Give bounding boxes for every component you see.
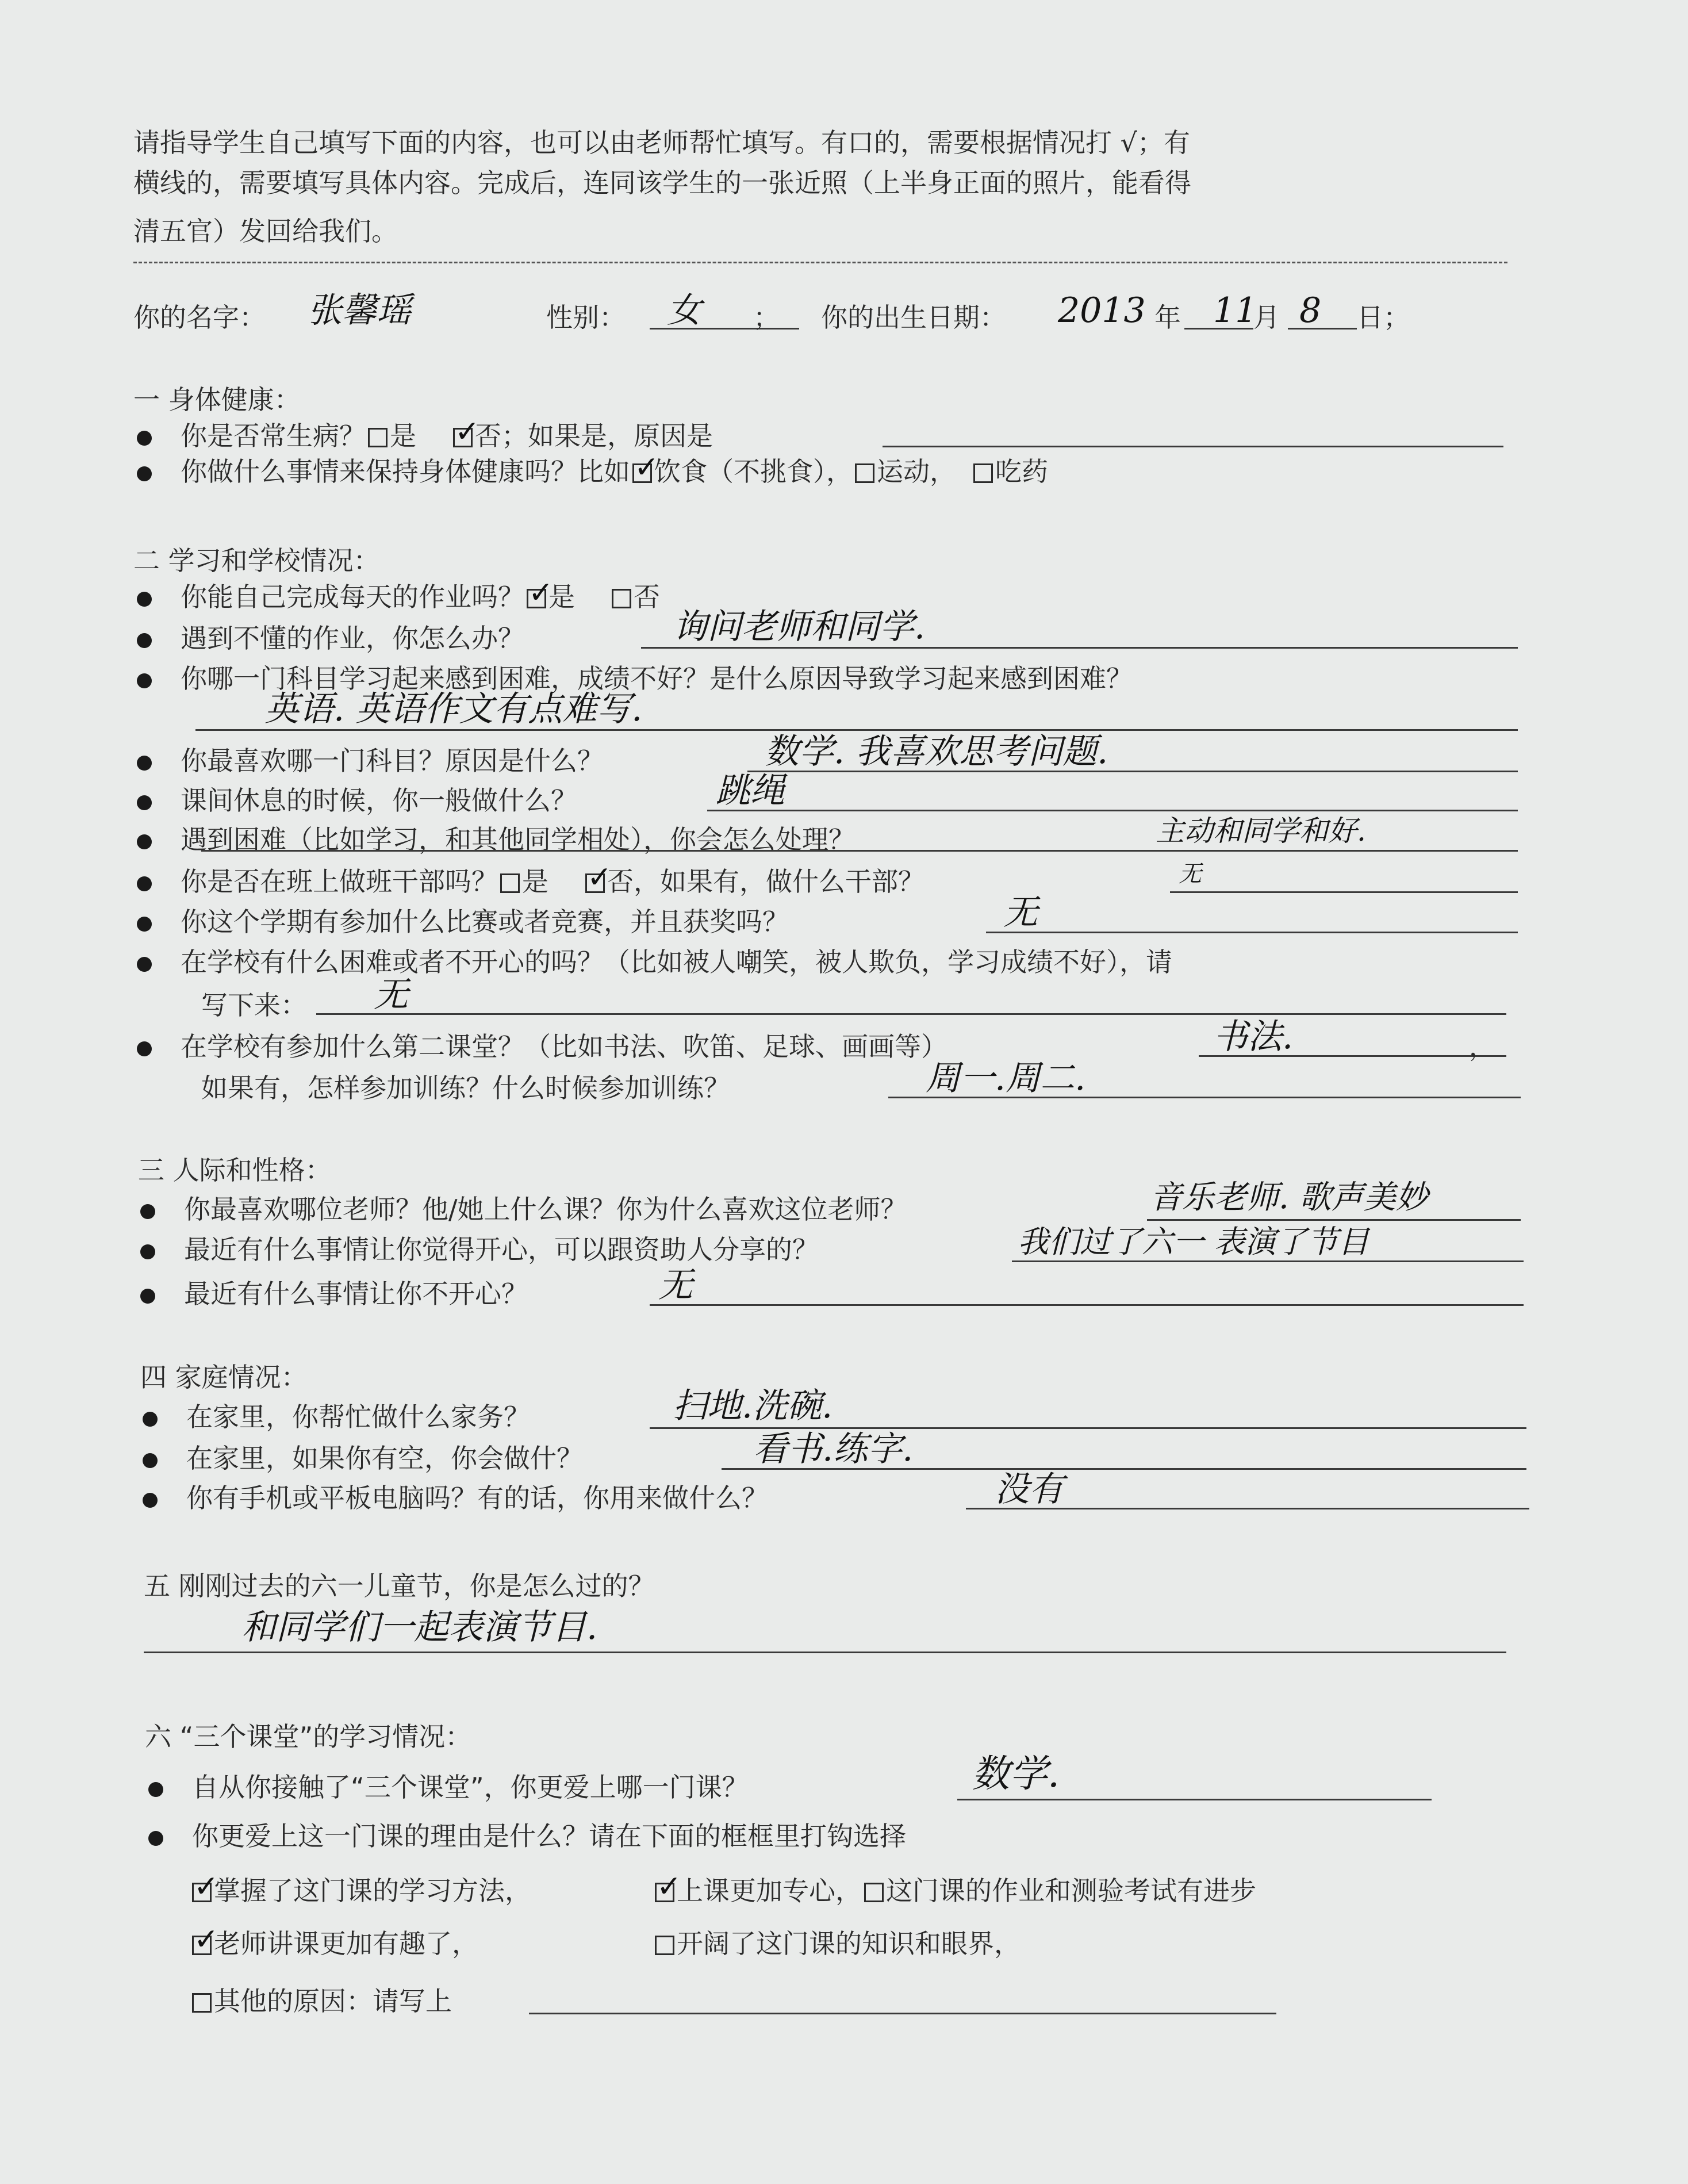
s2-q6-answer[interactable]: 主动和同学和好. (1156, 814, 1366, 848)
s2-q1 (137, 580, 660, 614)
instruction-line-3: 清五官）发回给我们。 (133, 216, 398, 247)
s4-q3 (143, 1481, 768, 1515)
s5-answer[interactable]: 和同学们一起表演节目. (241, 1607, 598, 1647)
bullet (143, 1453, 158, 1468)
separator-dashed-line (133, 262, 1507, 263)
s2-q7-no-checkbox[interactable] (585, 873, 605, 893)
s1-q1-underline (883, 446, 1503, 447)
s2-q1-text: 你能自己完成每天的作业吗？ (181, 581, 524, 612)
s2-q9-text-2: 写下来： (201, 990, 307, 1021)
s2-q5-underline (707, 810, 1518, 811)
s1-q2-exercise-checkbox[interactable] (855, 463, 874, 483)
s2-q10-text: 在学校有参加什么第二课堂？（比如书法、吹笛、足球、画画等） (181, 1031, 947, 1062)
s3-q1 (140, 1192, 907, 1227)
s2-q1-no-label: 否 (634, 581, 660, 612)
s2-q10-text-2: 如果有，怎样参加训练？什么时候参加训练？ (201, 1072, 730, 1104)
s4-q2 (143, 1441, 583, 1476)
s6-q2 (148, 1819, 906, 1853)
s1-q1-yes-label: 是 (390, 420, 416, 451)
s4-q3-text: 你有手机或平板电脑吗？有的话，你用来做什么？ (186, 1482, 768, 1514)
s2-q7 (137, 864, 924, 899)
s6-opt1-label: 掌握了这门课的学习方法， (214, 1875, 531, 1906)
bullet (137, 673, 152, 688)
s2-q5-answer[interactable]: 跳绳 (716, 771, 785, 811)
separator-semicolon: ； (753, 302, 780, 333)
day-unit: 日； (1357, 302, 1410, 333)
s6-opt6-checkbox[interactable] (192, 1993, 212, 2013)
year-unit: 年 (1154, 302, 1181, 333)
section-6-title: 六 “三个课堂”的学习情况： (145, 1721, 472, 1752)
s3-q1-answer[interactable]: 音乐老师. 歌声美妙 (1150, 1179, 1428, 1216)
s3-q2-answer[interactable]: 我们过了六一 表演了节目 (1018, 1224, 1369, 1260)
s1-q1-no-label: 否；如果是，原因是 (475, 420, 713, 451)
s3-q2 (140, 1232, 819, 1267)
section-4-title: 四 家庭情况： (140, 1362, 308, 1393)
s4-q2-answer[interactable]: 看书.练字. (753, 1429, 914, 1469)
s2-q1-yes-label: 是 (548, 581, 575, 612)
name-value[interactable]: 张馨瑶 (308, 290, 411, 331)
s6-q1-answer[interactable]: 数学. (972, 1752, 1060, 1796)
s6-opt4-checkbox[interactable] (192, 1936, 212, 1955)
s6-opt2-label: 上课更加专心， (677, 1875, 862, 1906)
s5-underline (144, 1652, 1506, 1653)
section-3-title: 三 人际和性格： (138, 1155, 332, 1186)
s2-q7-yes-label: 是 (522, 866, 548, 897)
bullet (137, 876, 152, 891)
bullet (140, 1204, 155, 1219)
s2-q8-text: 你这个学期有参加什么比赛或者竞赛，并且获奖吗？ (181, 906, 789, 937)
s3-q3-underline (650, 1304, 1524, 1306)
s2-q2-answer[interactable]: 询问老师和同学. (673, 607, 926, 647)
s2-q9 (137, 945, 1172, 979)
s1-q2-medicine-checkbox[interactable] (973, 463, 993, 483)
s2-q10-comma: ， (1469, 1031, 1495, 1062)
s4-q2-text: 在家里，如果你有空，你会做什？ (186, 1443, 583, 1474)
s2-q10-answer-2[interactable]: 周一.周二. (926, 1058, 1086, 1098)
bullet (143, 1493, 158, 1508)
bullet (137, 633, 152, 648)
s3-q3-text: 最近有什么事情让你不开心？ (184, 1278, 528, 1309)
s2-q8-answer[interactable]: 无 (1003, 892, 1038, 933)
s6-q1-text: 自从你接触了“三个课堂”，你更爱上哪一门课？ (192, 1772, 749, 1803)
s6-opt3-checkbox[interactable] (864, 1883, 884, 1902)
s4-q1-text: 在家里，你帮忙做什么家务？ (186, 1401, 530, 1432)
birth-label: 你的出生日期： (821, 302, 1006, 333)
s1-q2-diet-label: 饮食（不挑食）， (654, 456, 853, 487)
s2-q1-no-checkbox[interactable] (612, 589, 631, 608)
s1-q2-medicine-label: 吃药 (995, 456, 1048, 487)
s6-option-5 (653, 1926, 1021, 1961)
s2-q7-answer[interactable]: 无 (1179, 861, 1202, 887)
instruction-line-2: 横线的，需要填写具体内容。完成后，连同该学生的一张近照（上半身正面的照片，能看得 (133, 167, 1191, 198)
s2-q7-underline (1170, 891, 1518, 893)
bullet (137, 756, 152, 771)
gender-label: 性别： (546, 302, 626, 333)
bullet (137, 1041, 152, 1056)
bullet (137, 592, 152, 607)
bullet (137, 431, 152, 446)
bullet (140, 1289, 155, 1304)
s2-q5-text: 课间休息的时候，你一般做什么？ (181, 785, 577, 816)
s2-q3-underline (195, 729, 1518, 731)
s6-option-4 (190, 1926, 478, 1961)
s6-q1 (148, 1770, 749, 1804)
s1-q2-exercise-label: 运动， (877, 456, 956, 487)
bullet (137, 466, 152, 481)
s6-q1-underline (957, 1799, 1432, 1800)
s2-q3-text: 你哪一门科目学习起来感到困难，成绩不好？是什么原因导致学习起来感到困难？ (181, 663, 1133, 694)
s1-q1-no-checkbox[interactable] (453, 428, 473, 447)
s1-q2-diet-checkbox[interactable] (632, 463, 652, 483)
s2-q10 (137, 1029, 947, 1064)
s6-opt1-checkbox[interactable] (192, 1883, 212, 1902)
s6-opt3-label: 这门课的作业和测验考试有进步 (886, 1875, 1256, 1906)
section-5-title: 五 刚刚过去的六一儿童节，你是怎么过的？ (144, 1570, 655, 1601)
s2-q10-answer[interactable]: 书法. (1213, 1017, 1294, 1057)
bullet (148, 1831, 163, 1846)
bullet (148, 1782, 163, 1797)
name-label: 你的名字： (133, 302, 266, 333)
s4-q1-answer[interactable]: 扫地.洗碗. (673, 1386, 833, 1426)
birth-month[interactable]: 11 (1213, 290, 1257, 331)
s2-q4-text: 你最喜欢哪一门科目？原因是什么？ (181, 745, 604, 776)
s6-opt4-label: 老师讲课更加有趣了， (214, 1928, 478, 1959)
s2-q2-underline (641, 647, 1518, 649)
bullet (137, 917, 152, 932)
bullet (137, 795, 152, 810)
s2-q4-answer[interactable]: 数学. 我喜欢思考问题. (765, 731, 1108, 772)
section-1-title: 一 身体健康： (133, 384, 301, 415)
s3-q1-underline (1147, 1219, 1521, 1221)
s6-q2-text: 你更爱上这一门课的理由是什么？请在下面的框框里打钩选择 (192, 1821, 906, 1852)
s6-option-6 (190, 1984, 452, 2018)
s3-q2-text: 最近有什么事情让你觉得开心，可以跟资助人分享的？ (184, 1234, 819, 1265)
s3-q1-text: 你最喜欢哪位老师？他/她上什么课？你为什么喜欢这位老师？ (184, 1194, 907, 1225)
s1-q1 (137, 419, 713, 453)
s2-q6 (137, 822, 855, 857)
s6-option-1 (190, 1873, 531, 1908)
section-2-title: 二 学习和学校情况： (133, 545, 380, 576)
s1-q2-text: 你做什么事情来保持身体健康吗？比如 (181, 456, 630, 487)
s6-opt5-label: 开阔了这门课的知识和眼界， (677, 1928, 1021, 1959)
s2-q7-yes-checkbox[interactable] (500, 873, 520, 893)
day-underline (1288, 328, 1357, 329)
s4-q3-answer[interactable]: 没有 (995, 1469, 1064, 1509)
s2-q5 (137, 783, 577, 818)
s1-q1-yes-checkbox[interactable] (368, 428, 388, 447)
bullet (137, 834, 152, 849)
s2-q9-answer[interactable]: 无 (374, 975, 408, 1015)
s2-q7-text: 你是否在班上做班干部吗？ (181, 866, 498, 897)
s6-other-underline (529, 2013, 1276, 2014)
s2-q9-text: 在学校有什么困难或者不开心的吗？（比如被人嘲笑，被人欺负，学习成绩不好），请 (181, 947, 1172, 978)
s6-option-2 (653, 1873, 1256, 1908)
bullet (137, 957, 152, 972)
s2-q3-answer[interactable]: 英语. 英语作文有点难写. (264, 689, 643, 729)
bullet (140, 1244, 155, 1259)
s2-q4 (137, 744, 604, 778)
s2-q2 (137, 621, 524, 656)
s6-opt5-checkbox[interactable] (655, 1936, 674, 1955)
s2-q9-underline (316, 1013, 1506, 1015)
gender-value[interactable]: 女 (667, 290, 701, 331)
s2-q2-text: 遇到不懂的作业，你怎么办？ (181, 623, 524, 654)
s2-q8-underline (986, 932, 1518, 933)
birth-day[interactable]: 8 (1299, 290, 1322, 331)
s3-q3 (140, 1277, 528, 1311)
month-unit: 月 (1253, 302, 1280, 333)
s2-q1-yes-checkbox[interactable] (527, 589, 546, 608)
s2-q8 (137, 905, 789, 939)
s4-q1 (143, 1400, 530, 1434)
s6-opt6-label: 其他的原因：请写上 (214, 1986, 452, 2017)
s1-q1-text: 你是否常生病？ (181, 420, 366, 451)
s2-q6-text: 遇到困难（比如学习，和其他同学相处），你会怎么处理？ (181, 824, 855, 855)
birth-year[interactable]: 2013 (1058, 290, 1146, 331)
s6-opt2-checkbox[interactable] (655, 1883, 674, 1902)
s3-q3-answer[interactable]: 无 (658, 1265, 693, 1305)
bullet (143, 1412, 158, 1427)
s1-q2 (137, 454, 1048, 489)
s2-q7-no-label: 否，如果有，做什么干部？ (607, 866, 924, 897)
instruction-line-1: 请指导学生自己填写下面的内容，也可以由老师帮忙填写。有口的，需要根据情况打 √；有 (133, 127, 1190, 158)
